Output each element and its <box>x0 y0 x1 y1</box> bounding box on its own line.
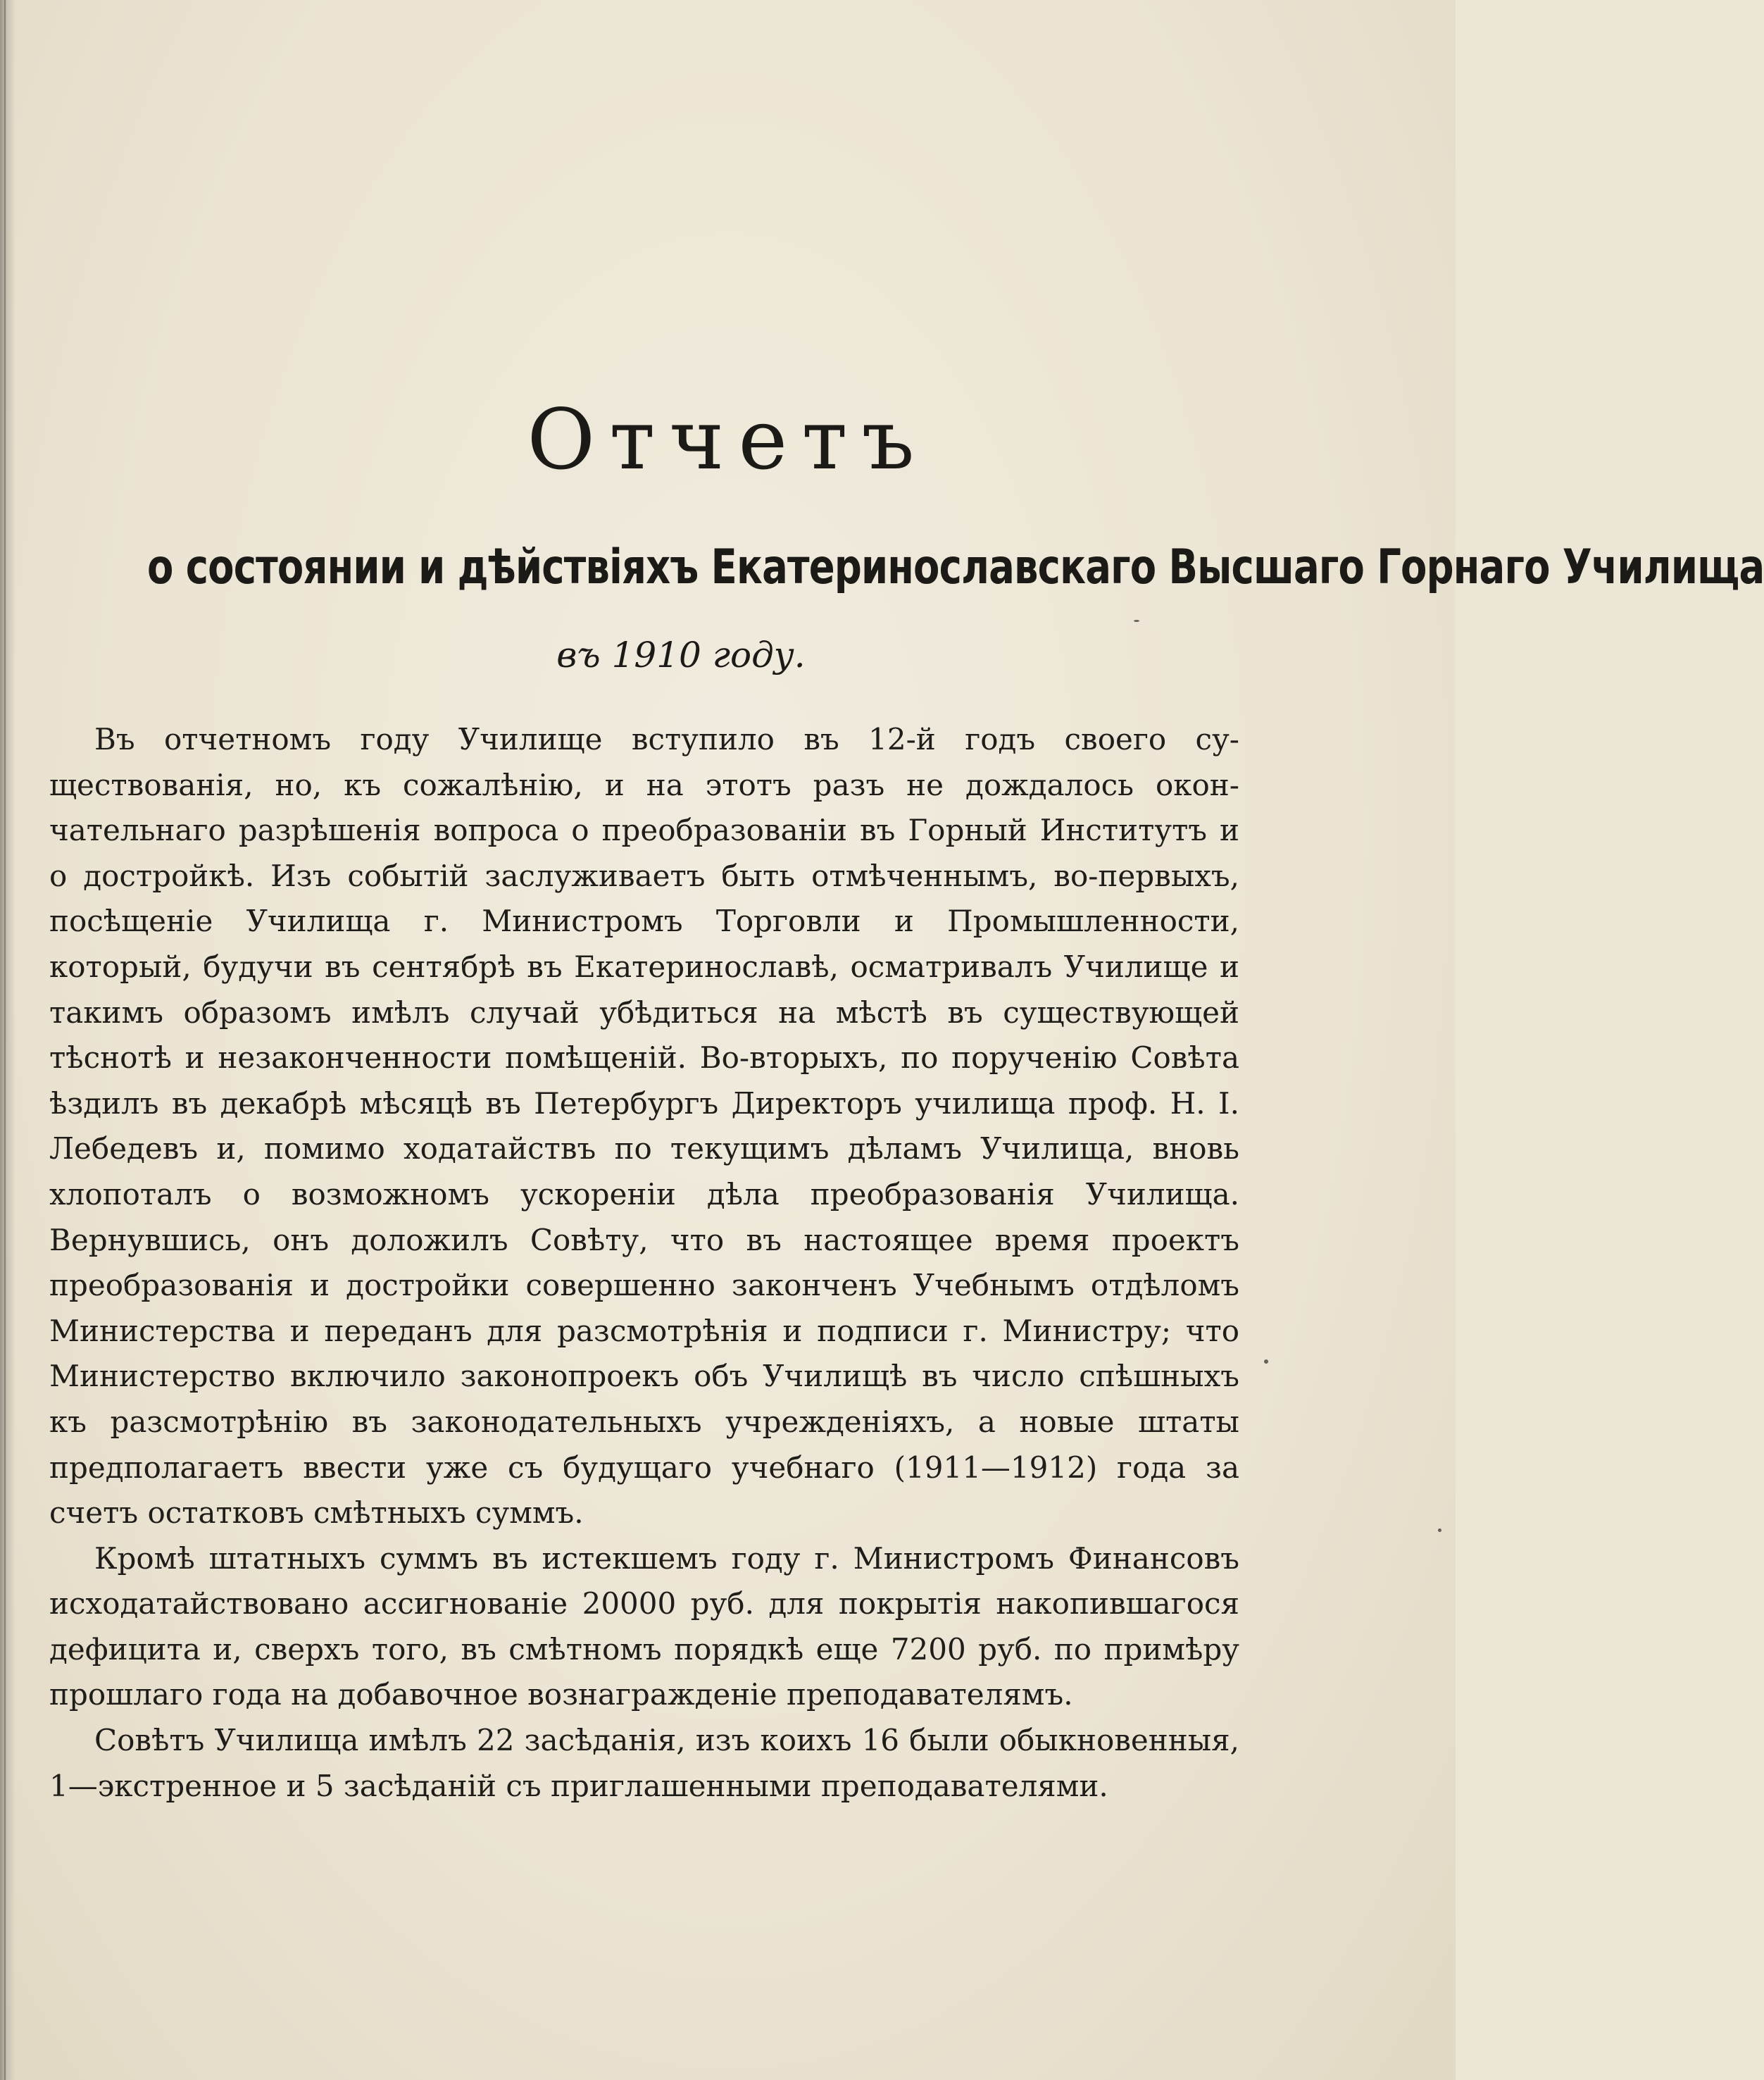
paragraph-2: Кромѣ штатныхъ суммъ въ истекшемъ году г. Министромъ Финансовъ исходатайствовано ассигнованіе 20000 руб. для покрытія накопившагося дефицита и, сверхъ того, въ смѣтномъ порядкѣ еще 7200 руб. по примѣру прошлаго года на добавочное вознагражденіе преподавателямъ. <box>49 1540 1239 1712</box>
paragraph-3: Совѣтъ Училища имѣлъ 22 засѣданія, изъ коихъ 16 были обыкновенныя, 1—экстренное и 5 засѣданій съ приглашенными преподавателями. <box>49 1723 1239 1803</box>
ink-speck <box>1438 1528 1441 1532</box>
page-title: Отчетъ <box>527 391 929 488</box>
ink-speck <box>1264 1359 1268 1364</box>
report-year: въ 1910 году. <box>556 635 806 675</box>
report-body <box>49 717 1239 1809</box>
ink-speck <box>1134 620 1139 622</box>
paragraph-1: Въ отчетномъ году Училище вступило въ 12-й годъ своего существованія, но, къ сожалѣнію, и на этотъ разъ не дождалось окончательнаго разрѣшенія вопроса о преобразованіи въ Горный Институтъ и о достройкѣ. Изъ событій заслуживаетъ быть отмѣченнымъ, во-первыхъ, посѣщеніе Училища г. Министромъ Торговли и Промышленности, который, будучи въ сентябрѣ въ Екатеринославѣ, осматривалъ Училище и такимъ образомъ имѣлъ случай убѣдиться на мѣстѣ въ существующей тѣснотѣ и незаконченности помѣщеній. Во-вторыхъ, по порученію Совѣта ѣздилъ въ декабрѣ мѣсяцѣ въ Петербургъ Директоръ училища проф. Н. I. Лебедевъ и, помимо ходатайствъ по текущимъ дѣламъ Училища, вновь хлопоталъ о возможномъ ускореніи дѣла преобразованія Училища. Вернувшись, онъ доложилъ Совѣту, что въ настоящее время проектъ преобразованія и достройки совершенно законченъ Учебнымъ отдѣломъ Министерства и переданъ для разсмотрѣнія и подписи г. Министру; что Министерство включило законопроекъ объ Училищѣ въ число спѣшныхъ къ разсмотрѣнію въ законодательныхъ учрежденіяхъ, а новые штаты предполагаетъ ввести уже съ будущаго учебнаго (1911—1912) года за счетъ остатковъ смѣтныхъ суммъ. <box>49 722 1239 1531</box>
spine-shadow <box>0 0 15 2080</box>
report-subtitle: о состоянии и дѣйствіяхъ Екатеринославскаго Высшаго Горнаго Училища <box>147 540 1764 595</box>
spine-edge <box>4 0 6 2080</box>
